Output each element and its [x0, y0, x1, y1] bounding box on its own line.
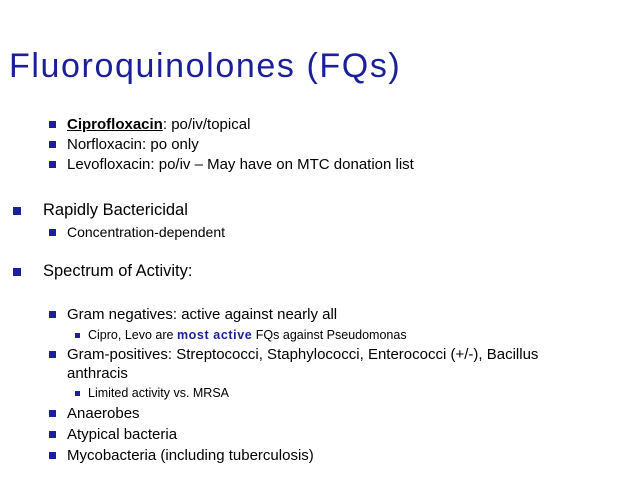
- list-item-label: Anaerobes: [67, 405, 140, 422]
- square-bullet-icon: [49, 121, 56, 128]
- square-bullet-icon: [49, 351, 56, 358]
- square-bullet-icon: [49, 229, 56, 236]
- drug-name-ciprofloxacin: Ciprofloxacin: [67, 116, 163, 133]
- square-bullet-icon: [49, 161, 56, 168]
- square-bullet-icon: [75, 333, 80, 338]
- square-bullet-icon: [13, 207, 21, 215]
- list-item-label: Mycobacteria (including tuberculosis): [67, 447, 314, 464]
- note-prefix: Cipro, Levo are: [88, 328, 177, 342]
- list-item-label: Spectrum of Activity:: [43, 262, 193, 280]
- drug-routes-ciprofloxacin: : po/iv/topical: [162, 116, 251, 133]
- note-suffix: FQs against Pseudomonas: [252, 328, 407, 342]
- list-item-label: Levofloxacin: po/iv – May have on MTC donation list: [67, 156, 414, 173]
- list-item-label: Atypical bacteria: [67, 426, 178, 443]
- note-emphasis: most active: [176, 328, 253, 342]
- square-bullet-icon: [49, 410, 56, 417]
- list-item-label: Concentration-dependent: [67, 224, 226, 240]
- square-bullet-icon: [49, 311, 56, 318]
- square-bullet-icon: [75, 391, 80, 396]
- square-bullet-icon: [13, 268, 21, 276]
- list-item-label: Limited activity vs. MRSA: [88, 386, 230, 400]
- square-bullet-icon: [49, 141, 56, 148]
- square-bullet-icon: [49, 452, 56, 459]
- list-item-gram-positives-continued: [67, 364, 128, 383]
- list-item-label: Norfloxacin: po only: [67, 136, 199, 153]
- square-bullet-icon: [49, 431, 56, 438]
- list-item-label: Gram negatives: active against nearly all: [67, 306, 338, 323]
- list-item-label: anthracis: [67, 365, 128, 382]
- list-item-label: Gram-positives: Streptococci, Staphylococci, Enterococci (+/-), Bacillus: [67, 346, 539, 363]
- list-item-label: Rapidly Bactericidal: [43, 201, 188, 219]
- slide-title: Fluoroquinolones (FQs): [9, 47, 402, 85]
